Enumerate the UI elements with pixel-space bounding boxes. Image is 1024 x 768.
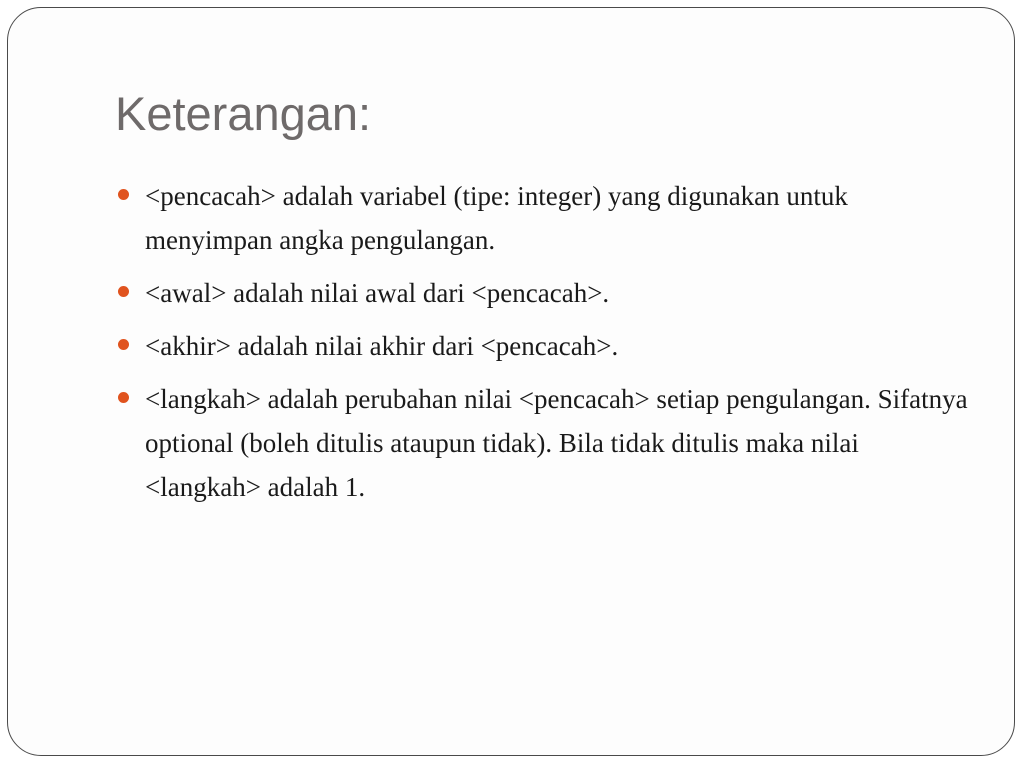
bullet-dot-icon: [118, 286, 129, 297]
bullet-dot-icon: [118, 339, 129, 350]
bullet-item-pencacah: [118, 174, 968, 262]
bullet-item-langkah: [118, 377, 968, 509]
slide-title: Keterangan:: [115, 87, 372, 140]
bullet-list: [118, 174, 968, 518]
bullet-dot-icon: [118, 392, 129, 403]
bullet-dot-icon: [118, 189, 129, 200]
bullet-text: <akhir> adalah nilai akhir dari <pencacah>.: [145, 331, 619, 361]
bullet-item-akhir: [118, 324, 968, 368]
bullet-text: <pencacah> adalah variabel (tipe: integer) yang digunakan untuk menyimpan angka pengulangan.: [145, 181, 848, 255]
bullet-text: <langkah> adalah perubahan nilai <pencacah> setiap pengulangan. Sifatnya optional (boleh ditulis ataupun tidak). Bila tidak ditulis maka nilai <langkah> adalah 1.: [145, 384, 968, 502]
bullet-item-awal: [118, 271, 968, 315]
bullet-text: <awal> adalah nilai awal dari <pencacah>.: [145, 278, 610, 308]
slide: [7, 7, 1015, 756]
